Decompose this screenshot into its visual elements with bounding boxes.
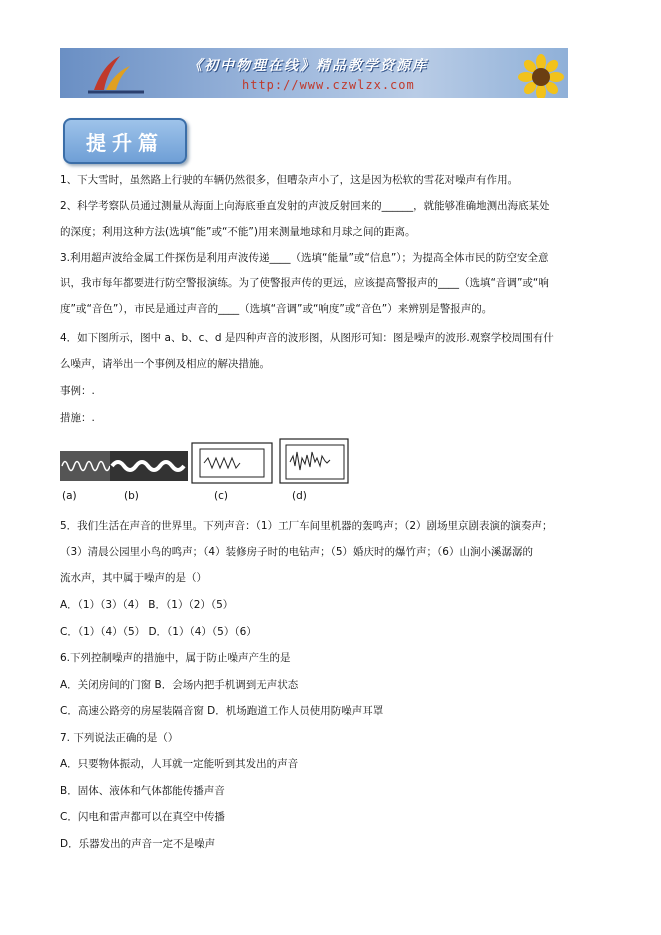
question-6-options-ab: A．关闭房间的门窗 B．会场内把手机调到无声状态: [60, 679, 299, 691]
waveform-a: [60, 451, 110, 481]
question-3-line-1: 3.利用超声波给金属工件探伤是利用声波传递____（选填“能量”或“信息”）；为提高全体市民的防空安全意: [60, 252, 549, 264]
logo-icon: [86, 52, 146, 94]
question-5-line-2: （3）清晨公园里小鸟的鸣声；（4）装修房子时的电钻声；（5）婚庆时的爆竹声；（6）山涧小溪潺潺的: [60, 546, 533, 558]
question-7-option-c: C．闪电和雷声都可以在真空中传播: [60, 811, 225, 823]
question-6-stem: 6.下列控制噪声的措施中，属于防止噪声产生的是: [60, 652, 291, 664]
waveform-c: [192, 443, 272, 483]
question-5-options-ab: A．（1）（3）（4） B．（1）（2）（5）: [60, 599, 234, 611]
banner-title: 《初中物理在线》精品教学资源库: [188, 58, 428, 74]
question-3-line-2: 识，我市每年都要进行防空警报演练。为了使警报声传的更远，应该提高警报声的____（选填“音调”或“响: [60, 277, 549, 289]
section-title-badge: 提升篇: [63, 118, 187, 164]
question-2-line-2: 的深度；利用这种方法(选填“能”或“不能”)用来测量地球和月球之间的距离。: [60, 226, 416, 238]
example-line: 事例：.: [60, 385, 95, 397]
question-4-line-1: 4．如下图所示，图中 a、b、c、d 是四种声音的波形图，从图形可知：图是噪声的波形.观察学校周围有什: [60, 332, 554, 344]
question-5-line-3: 流水声，其中属于噪声的是（）: [60, 572, 207, 584]
sunflower-icon: [518, 54, 564, 98]
question-7-stem: 7. 下列说法正确的是（）: [60, 732, 179, 744]
question-2-line-1: 2、科学考察队员通过测量从海面上向海底垂直发射的声波反射回来的______，就能够准确地测出海底某处: [60, 200, 550, 212]
question-7-option-b: B．固体、液体和气体都能传播声音: [60, 785, 225, 797]
question-4-line-2: 么噪声，请举出一个事例及相应的解决措施。: [60, 358, 270, 370]
waveform-figure: [60, 435, 360, 485]
figure-label-b: (b): [124, 490, 139, 502]
question-5-line-1: 5．我们生活在声音的世界里。下列声音：（1）工厂车间里机器的轰鸣声；（2）剧场里京剧表演的演奏声；: [60, 520, 553, 532]
header-banner: [60, 48, 568, 98]
question-6-options-cd: C．高速公路旁的房屋装隔音窗 D．机场跑道工作人员使用防噪声耳罩: [60, 705, 384, 717]
measure-line: 措施：.: [60, 412, 95, 424]
question-1-line: 1、下大雪时，虽然路上行驶的车辆仍然很多，但嘈杂声小了，这是因为松软的雪花对噪声有作用。: [60, 174, 519, 186]
figure-label-d: (d): [292, 490, 307, 502]
figure-label-a: (a): [62, 490, 77, 502]
waveform-b: [110, 451, 188, 481]
waveform-d: [280, 439, 348, 483]
question-3-line-3: 度”或“音色”），市民是通过声音的____（选填“音调”或“响度”或“音色”）来辨别是警报声的。: [60, 303, 493, 315]
question-7-option-a: A．只要物体振动，人耳就一定能听到其发出的声音: [60, 758, 299, 770]
question-7-option-d: D．乐器发出的声音一定不是噪声: [60, 838, 216, 850]
question-5-options-cd: C．（1）（4）（5） D．（1）（4）（5）（6）: [60, 626, 257, 638]
figure-label-c: (c): [214, 490, 228, 502]
banner-url[interactable]: http://www.czwlzx.com: [242, 78, 415, 92]
